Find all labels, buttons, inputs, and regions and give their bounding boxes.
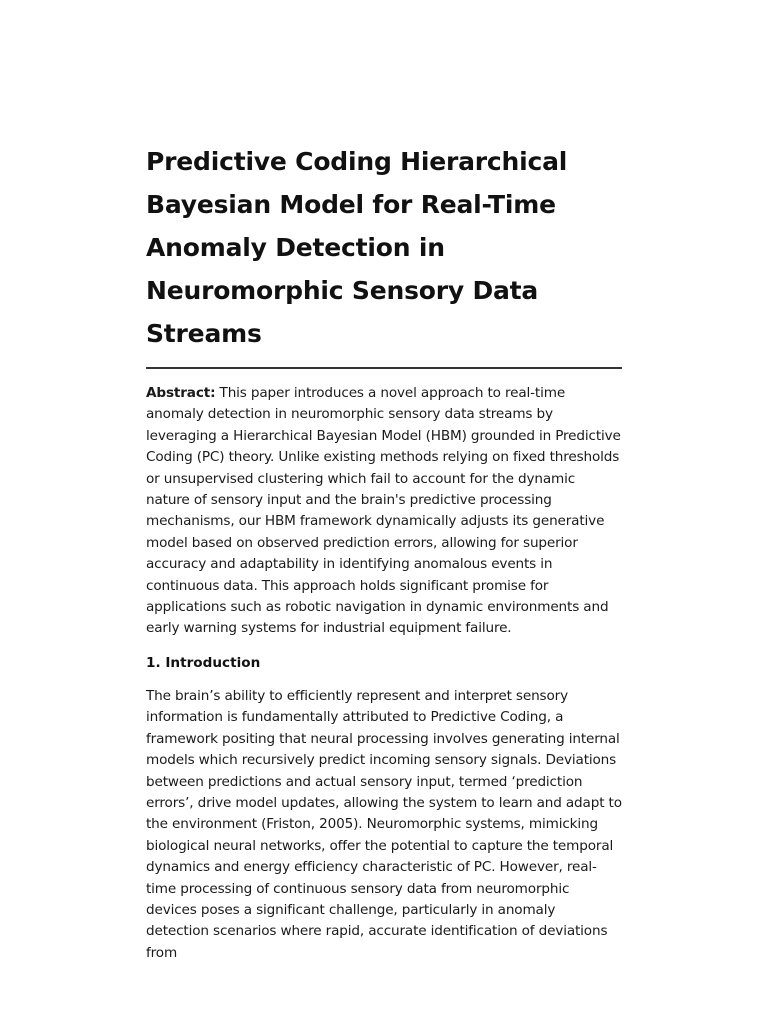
title-divider xyxy=(146,367,622,369)
abstract-paragraph xyxy=(146,383,622,640)
paper-title: Predictive Coding Hierarchical Bayesian Model for Real-Time Anomaly Detection in Neuromorphic Sensory Data Streams xyxy=(146,147,568,348)
abstract-label: Abstract: xyxy=(146,385,216,401)
introduction-paragraph: The brain’s ability to efficiently represent and interpret sensory information is fundamentally attributed to Predictive Coding, a framework positing that neural processing involves generating internal models which recursively predict incoming sensory signals. Deviations between predictions and actual sensory input, termed ‘prediction errors’, drive model updates, allowing the system to learn and adapt to the environment (Friston, 2005). Neuromorphic systems, mimicking biological neural networks, offer the potential to capture the temporal dynamics and energy efficiency characteristic of PC. However, real-time processing of continuous sensory data from neuromorphic devices poses a significant challenge, particularly in anomaly detection scenarios where rapid, accurate identification of deviations from xyxy=(146,687,622,961)
paper-page xyxy=(146,140,622,964)
abstract-text: This paper introduces a novel approach to real-time anomaly detection in neuromorphic sensory data streams by leveraging a Hierarchical Bayesian Model (HBM) grounded in Predictive Coding (PC) theory. Unlike existing methods relying on fixed thresholds or unsupervised clustering which fail to account for the dynamic nature of sensory input and the brain's predictive processing mechanisms, our HBM framework dynamically adjusts its generative model based on observed prediction errors, allowing for superior accuracy and adaptability in identifying anomalous events in continuous data. This approach holds significant promise for applications such as robotic navigation in dynamic environments and early warning systems for industrial equipment failure. xyxy=(146,385,621,637)
section-heading-introduction: 1. Introduction xyxy=(146,654,261,671)
